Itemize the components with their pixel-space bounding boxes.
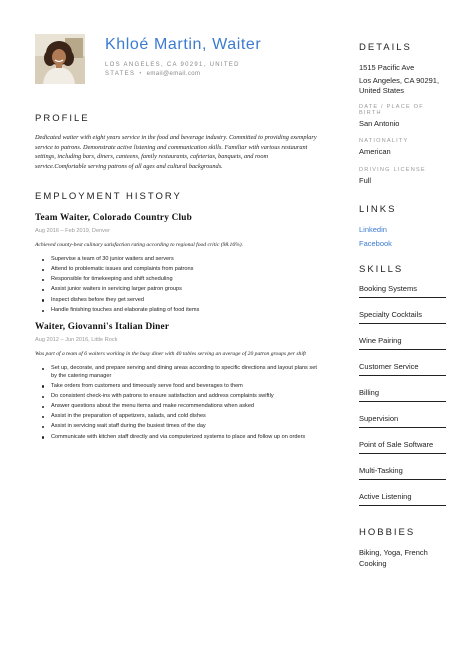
hobbies-line2: Cooking — [359, 558, 387, 568]
skill-label: Multi-Tasking — [359, 466, 403, 475]
skill-label: Customer Service — [359, 362, 419, 371]
list-item: Handle finishing touches and elaborate plating of food items — [35, 307, 317, 315]
skill-level-fill — [359, 479, 446, 480]
skill-level-fill — [359, 505, 446, 506]
list-item: Supervise a team of 30 junior waiters and servers — [35, 256, 317, 264]
skill-label: Active Listening — [359, 492, 412, 501]
skill-label: Booking Systems — [359, 284, 417, 293]
list-item: Assist in servicing wait staff during the busiest times of the day — [35, 423, 317, 431]
list-item: Attend to problematic issues and complaints from patrons — [35, 266, 317, 274]
skill-level-fill — [359, 401, 446, 402]
skill-item — [359, 336, 449, 362]
skill-item — [359, 362, 449, 388]
job-duties-list — [35, 256, 317, 315]
list-item: Assist in the preparation of appetizers, salads, and cold dishes — [35, 413, 317, 421]
hobbies-heading: HOBBIES — [359, 527, 416, 538]
job-summary: Achieved county-best culinary satisfaction rating according to regional food critic (98.16%). — [35, 242, 244, 249]
avatar — [35, 34, 85, 84]
skill-item — [359, 284, 449, 310]
dob-label: DATE / PLACE OF BIRTH — [359, 103, 424, 116]
skill-level-fill — [359, 323, 446, 324]
job-duties-list — [35, 365, 317, 441]
job-entry — [35, 213, 317, 314]
license-label: DRIVING LICENSE — [359, 166, 426, 173]
details-heading: DETAILS — [359, 42, 412, 53]
contact-line2 — [105, 70, 265, 79]
contact-info — [105, 61, 265, 79]
contact-location-line1: LOS ANGELES, CA 90291, UNITED — [105, 62, 240, 68]
main-column — [35, 113, 317, 444]
skill-item — [359, 440, 449, 466]
list-item: Answer questions about the menu items and make recommendations when asked — [35, 403, 317, 411]
skill-level-bar — [359, 349, 446, 350]
nationality-label: NATIONALITY — [359, 138, 409, 144]
list-item: Responsible for timekeeping and shift scheduling — [35, 276, 317, 284]
job-dates: Aug 2016 – Feb 2019, Denver — [35, 228, 110, 235]
skill-item — [359, 310, 449, 336]
skill-label: Point of Sale Software — [359, 440, 434, 449]
list-item: Do consistent check-ins with patrons to ensure satisfaction and address complaints swiftly — [35, 393, 317, 401]
skill-label: Supervision — [359, 414, 399, 423]
list-item: Take orders from customers and timeously serve food and beverages to them — [35, 383, 317, 391]
skill-label: Billing — [359, 388, 380, 397]
skill-level-fill — [359, 427, 446, 428]
list-item: Inspect dishes before they get served — [35, 297, 317, 305]
skill-item — [359, 492, 449, 518]
skills-heading: SKILLS — [359, 264, 404, 275]
address-line3: United States — [359, 86, 405, 95]
skill-level-bar — [359, 323, 446, 324]
skill-level-bar — [359, 297, 446, 298]
address-line2: Los Angeles, CA 90291, — [359, 75, 440, 85]
address-line1: 1515 Pacific Ave — [359, 63, 415, 72]
skills-list — [359, 284, 449, 518]
employment-heading: EMPLOYMENT HISTORY — [35, 191, 182, 203]
skill-label: Wine Pairing — [359, 336, 402, 345]
dob-value: San Antonio — [359, 118, 400, 128]
list-item: Assist junior waiters in servicing larger patron groups — [35, 286, 317, 294]
sidebar — [359, 42, 449, 569]
skill-item — [359, 414, 449, 440]
job-title: Team Waiter, Colorado Country Club — [35, 213, 193, 224]
skill-item — [359, 466, 449, 492]
profile-heading: PROFILE — [35, 113, 90, 124]
skill-level-bar — [359, 427, 446, 428]
job-title: Waiter, Giovanni's Italian Diner — [35, 322, 170, 333]
skill-level-bar — [359, 375, 446, 376]
skill-item — [359, 388, 449, 414]
nationality-value: American — [359, 147, 391, 156]
skill-level-fill — [359, 453, 446, 454]
profile-summary: Dedicated waiter with eight years service in the food and beverage industry. Committed to providing exemplary service to patrons. Demonstrate active listening and communication skills. Familiar with various restaurant settings, including bars, diners, canteens, family restaurants, cafeterias, banquets, and room service.Comfortable serving patrons of all ages and cultural backgrounds. — [35, 134, 317, 170]
license-value: Full — [359, 175, 372, 185]
skill-level-fill — [359, 297, 446, 298]
list-item: Communicate with kitchen staff directly and via computerized systems to place and follow up on orders — [35, 434, 317, 442]
linkedin-link[interactable]: Linkedin — [359, 225, 387, 234]
skill-level-fill — [359, 375, 446, 376]
skill-level-bar — [359, 505, 446, 506]
skill-label: Specialty Cocktails — [359, 310, 422, 319]
skill-level-fill — [359, 349, 446, 350]
job-dates: Aug 2012 – Jun 2016, Little Rock — [35, 337, 118, 344]
list-item: Set up, decorate, and prepare serving and dining areas according to specific directions and layout plans set by the catering manager — [35, 365, 317, 380]
profile-photo-image — [35, 34, 85, 84]
facebook-link[interactable]: Facebook — [359, 239, 392, 248]
contact-separator: • — [139, 71, 143, 77]
contact-email: email@email.com — [146, 71, 201, 77]
skill-level-bar — [359, 401, 446, 402]
job-summary: Was part of a team of 6 waiters working in the busy diner with 40 tables serving an average of 20 patron groups per shift — [35, 351, 306, 358]
links-heading: LINKS — [359, 204, 397, 215]
resume-name: Khloé Martin, Waiter — [105, 36, 262, 53]
skill-level-bar — [359, 479, 446, 480]
contact-location-line2: STATES — [105, 71, 136, 77]
skill-level-bar — [359, 453, 446, 454]
job-entry — [35, 322, 317, 441]
hobbies-line1: Biking, Yoga, French — [359, 548, 428, 557]
